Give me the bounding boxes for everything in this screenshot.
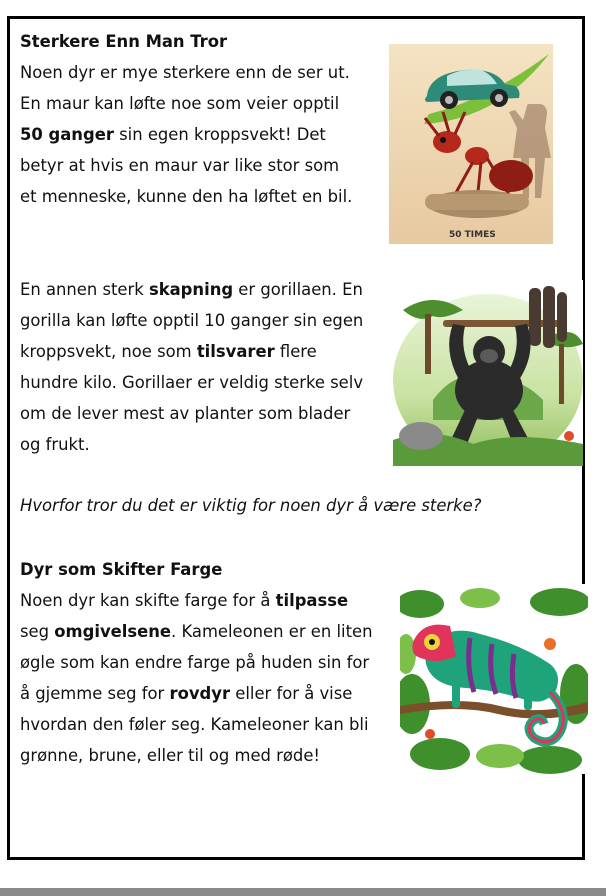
section-title-color: Dyr som Skifter Farge xyxy=(20,560,223,579)
bold-term: tilpasse xyxy=(275,591,349,610)
paragraph-line xyxy=(20,616,395,647)
ant-lifting-car-image xyxy=(389,44,553,244)
paragraph-line: om de lever mest av planter som blader xyxy=(20,404,351,423)
paragraph-line: betyr at hvis en maur var like stor som xyxy=(20,156,340,175)
section-chameleon xyxy=(20,554,395,771)
paragraph-text: seg xyxy=(20,622,55,641)
paragraph-text: å gjemme seg for xyxy=(20,684,170,703)
bold-term: rovdyr xyxy=(169,684,231,703)
section-gorilla xyxy=(20,274,385,460)
bold-term: skapning xyxy=(148,280,234,299)
reflection-question: Hvorfor tror du det er viktig for noen dyr å være sterke? xyxy=(20,496,482,515)
paragraph-line xyxy=(20,585,395,616)
paragraph-text: eller for å vise xyxy=(230,684,353,703)
paragraph-text: flere xyxy=(274,342,317,361)
paragraph-text: sin egen kroppsvekt! Det xyxy=(113,125,326,144)
bold-term: omgivelsene xyxy=(54,622,172,641)
paragraph-line: et menneske, kunne den ha løftet en bil. xyxy=(20,187,353,206)
paragraph-line: grønne, brune, eller til og med røde! xyxy=(20,746,320,765)
gorilla-lifting-weights-image xyxy=(393,280,583,466)
paragraph-line: øgle som kan endre farge på huden sin for xyxy=(20,653,370,672)
bottom-scroll-bar xyxy=(0,888,606,896)
section-ant xyxy=(20,26,380,212)
paragraph-line: gorilla kan løfte opptil 10 ganger sin egen xyxy=(20,311,364,330)
bold-term: 50 ganger xyxy=(20,125,114,144)
paragraph-line xyxy=(20,678,395,709)
paragraph-text: er gorillaen. En xyxy=(233,280,363,299)
paragraph-line: hvordan den føler seg. Kameleoner kan bli xyxy=(20,715,369,734)
bold-term: tilsvarer xyxy=(196,342,275,361)
paragraph-line xyxy=(20,119,380,150)
paragraph-line: hundre kilo. Gorillaer er veldig sterke selv xyxy=(20,373,364,392)
chameleon-image xyxy=(400,584,588,774)
paragraph-line: og frukt. xyxy=(20,435,90,454)
paragraph-text: kroppsvekt, noe som xyxy=(20,342,197,361)
image-caption-text: 50 TIMES xyxy=(449,230,496,240)
paragraph-line: Noen dyr er mye sterkere enn de ser ut. xyxy=(20,63,350,82)
paragraph-text: Noen dyr kan skifte farge for å xyxy=(20,591,276,610)
paragraph-text: En annen sterk xyxy=(20,280,149,299)
paragraph-text: . Kameleonen er en liten xyxy=(171,622,373,641)
paragraph-line xyxy=(20,274,385,305)
paragraph-line xyxy=(20,336,385,367)
section-title-strength: Sterkere Enn Man Tror xyxy=(20,32,228,51)
paragraph-line: En maur kan løfte noe som veier opptil xyxy=(20,94,340,113)
